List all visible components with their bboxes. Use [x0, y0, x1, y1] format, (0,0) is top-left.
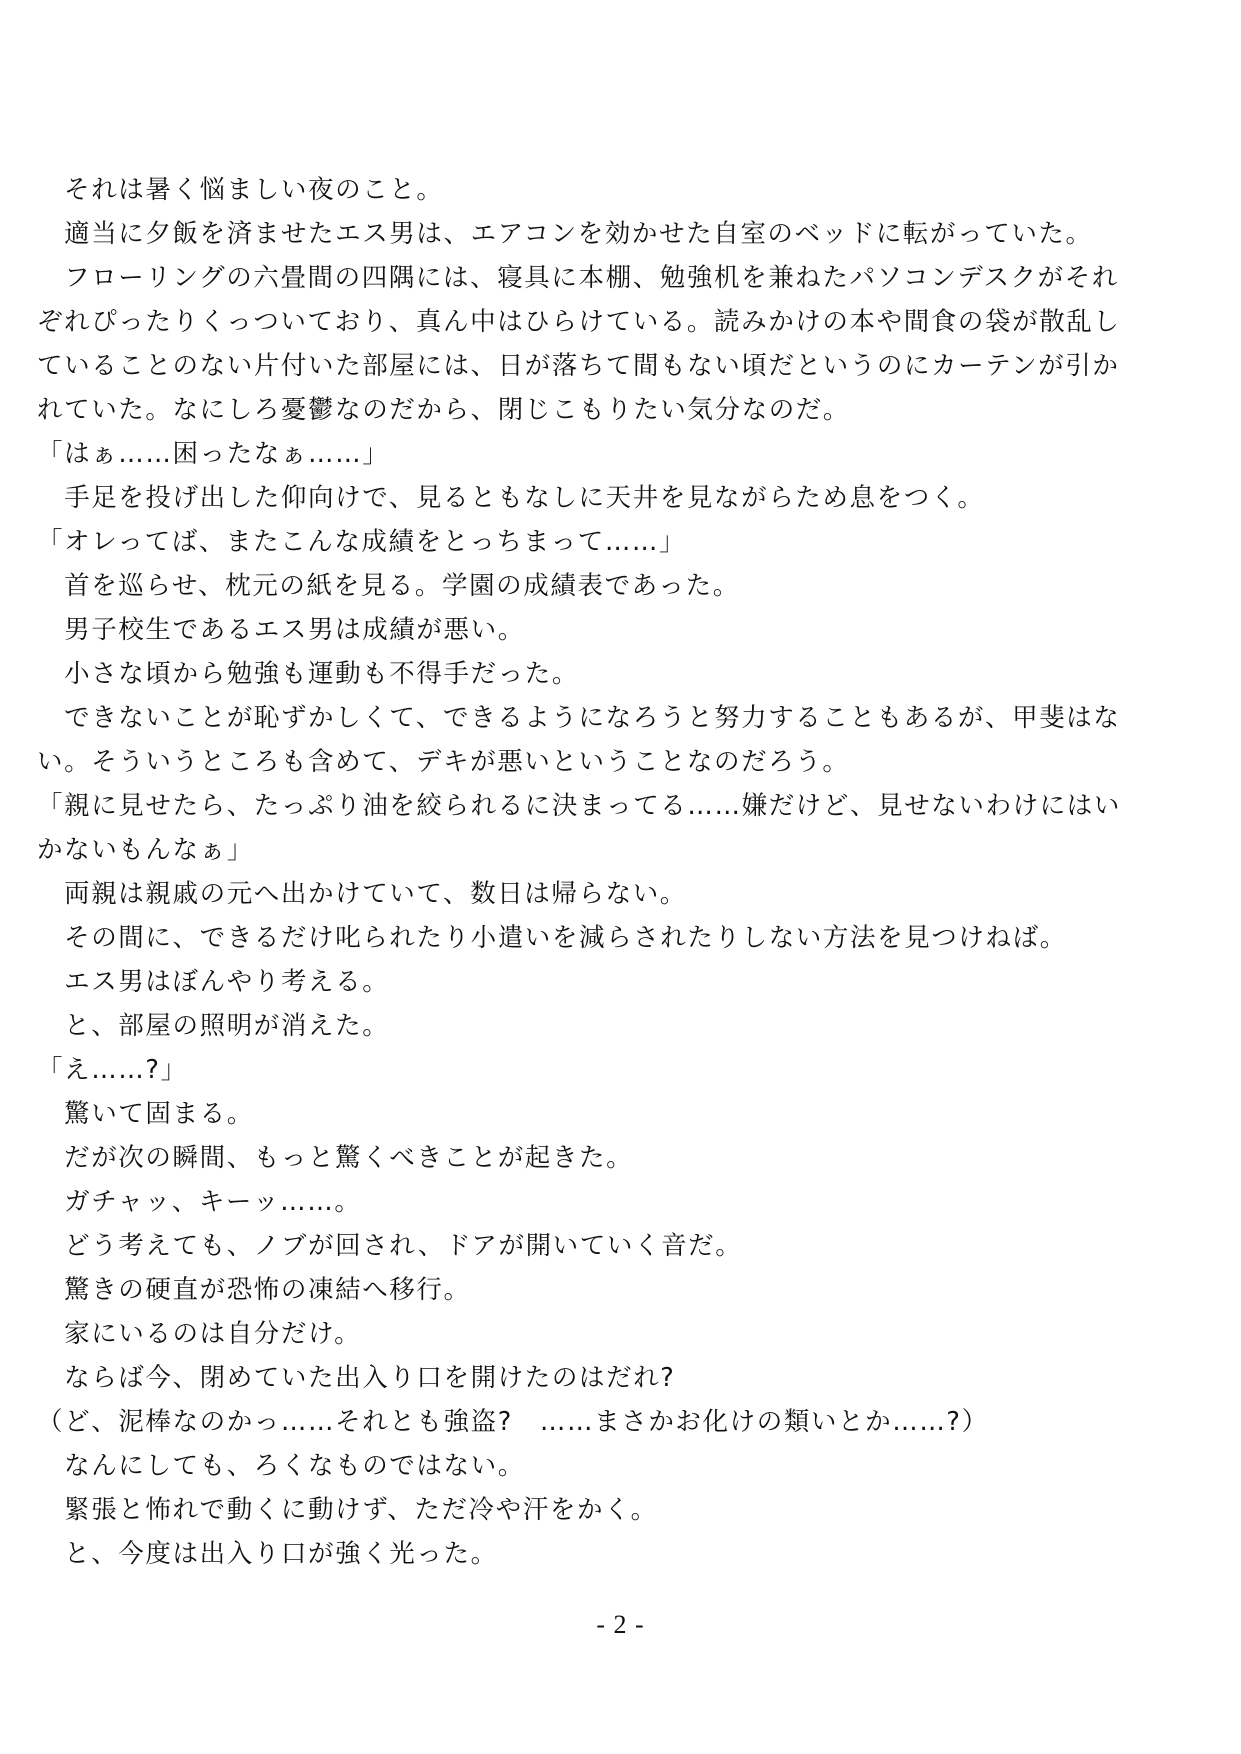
- text-line: ていることのない片付いた部屋には、日が落ちて間もない頃だというのにカーテンが引か: [37, 351, 1120, 381]
- text-line: それは暑く悩ましい夜のこと。: [37, 175, 444, 205]
- text-line: ぞれぴったりくっついており、真ん中はひらけている。読みかけの本や間食の袋が散乱し: [37, 307, 1121, 337]
- text-line: 「オレってば、またこんな成績をとっちまって……」: [37, 527, 687, 557]
- text-line: と、部屋の照明が消えた。: [37, 1011, 390, 1041]
- text-line: 男子校生であるエス男は成績が悪い。: [37, 615, 525, 645]
- text-line: フローリングの六畳間の四隅には、寝具に本棚、勉強机を兼ねたパソコンデスクがそれ: [37, 263, 1119, 293]
- text-line: ガチャッ、キーッ……。: [37, 1187, 362, 1217]
- text-line: だが次の瞬間、もっと驚くべきことが起きた。: [37, 1143, 634, 1173]
- text-line: 驚いて固まる。: [37, 1099, 254, 1129]
- text-line: ならば今、閉めていた出入り口を開けたのはだれ?: [37, 1363, 676, 1393]
- text-line: 家にいるのは自分だけ。: [37, 1319, 362, 1349]
- text-line: 小さな頃から勉強も運動も不得手だった。: [37, 659, 580, 689]
- text-line: なんにしても、ろくなものではない。: [37, 1451, 525, 1481]
- text-line: 「はぁ……困ったなぁ……」: [37, 439, 390, 469]
- text-line: 両親は親戚の元へ出かけていて、数日は帰らない。: [37, 879, 687, 909]
- text-line: その間に、できるだけ叱られたり小遣いを減らされたりしない方法を見つけねば。: [37, 923, 1067, 953]
- text-line: できないことが恥ずかしくて、できるようになろうと努力することもあるが、甲斐はな: [37, 703, 1121, 733]
- body-text: [37, 168, 1207, 1576]
- text-line: 緊張と怖れで動くに動けず、ただ冷や汗をかく。: [37, 1495, 658, 1525]
- page-number: - 2 -: [596, 1610, 645, 1639]
- text-line: 手足を投げ出した仰向けで、見るともなしに天井を見ながらため息をつく。: [37, 483, 985, 513]
- text-line: 「親に見せたら、たっぷり油を絞られるに決まってる……嫌だけど、見せないわけにはい: [37, 791, 1122, 821]
- text-line: （ど、泥棒なのかっ……それとも強盗? ……まさかお化けの類いとか……?）: [37, 1407, 989, 1437]
- text-line: 驚きの硬直が恐怖の凍結へ移行。: [37, 1275, 471, 1305]
- text-line: かないもんなぁ」: [37, 835, 254, 865]
- text-line: 適当に夕飯を済ませたエス男は、エアコンを効かせた自室のベッドに転がっていた。: [37, 219, 1093, 249]
- text-line: い。そういうところも含めて、デキが悪いということなのだろう。: [37, 747, 850, 777]
- text-line: れていた。なにしろ憂鬱なのだから、閉じこもりたい気分なのだ。: [37, 395, 851, 425]
- text-line: と、今度は出入り口が強く光った。: [37, 1539, 498, 1569]
- text-line: エス男はぼんやり考える。: [37, 967, 390, 997]
- text-line: どう考えても、ノブが回され、ドアが開いていく音だ。: [37, 1231, 743, 1261]
- text-line: 首を巡らせ、枕元の紙を見る。学園の成績表であった。: [37, 571, 740, 601]
- text-line: 「え……?」: [37, 1055, 188, 1085]
